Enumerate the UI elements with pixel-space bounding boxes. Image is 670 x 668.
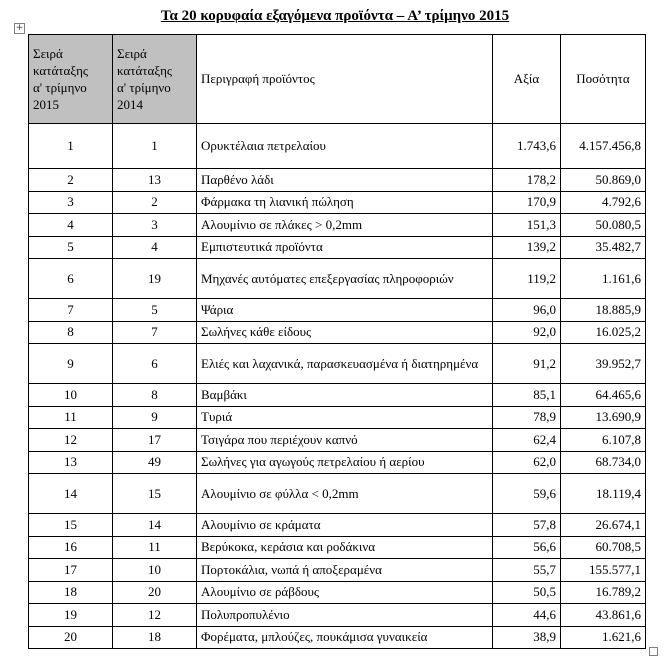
cell-rank-2015: 9 — [29, 344, 113, 384]
cell-quantity: 1.621,6 — [561, 626, 646, 649]
cell-quantity: 43.861,6 — [561, 604, 646, 627]
header-rank-2015: Σειρά κατάταξης α' τρίμηνο 2015 — [29, 35, 113, 124]
table-row — [29, 406, 646, 429]
table-row — [29, 169, 646, 192]
cell-rank-2014: 18 — [113, 626, 197, 649]
cell-description: Βαμβάκι — [197, 384, 493, 407]
table-row — [29, 474, 646, 514]
cell-rank-2015: 5 — [29, 236, 113, 259]
cell-description: Βερύκοκα, κεράσια και ροδάκινα — [197, 536, 493, 559]
table-row — [29, 626, 646, 649]
cell-rank-2015: 13 — [29, 451, 113, 474]
cell-description: Φορέματα, μπλούζες, πουκάμισα γυναικεία — [197, 626, 493, 649]
cell-rank-2014: 14 — [113, 514, 197, 537]
cell-description: Αλουμίνιο σε πλάκες > 0,2mm — [197, 214, 493, 237]
cell-value: 92,0 — [493, 321, 561, 344]
cell-quantity: 35.482,7 — [561, 236, 646, 259]
cell-value: 62,0 — [493, 451, 561, 474]
cell-value: 59,6 — [493, 474, 561, 514]
cell-rank-2014: 3 — [113, 214, 197, 237]
cell-rank-2015: 11 — [29, 406, 113, 429]
table-row — [29, 604, 646, 627]
cell-description: Μηχανές αυτόματες επεξεργασίας πληροφοριών — [197, 259, 493, 299]
cell-rank-2014: 1 — [113, 124, 197, 169]
table-row — [29, 214, 646, 237]
cell-rank-2014: 15 — [113, 474, 197, 514]
cell-rank-2014: 6 — [113, 344, 197, 384]
cell-rank-2015: 3 — [29, 191, 113, 214]
table-move-handle-icon[interactable]: + — [15, 23, 24, 33]
table-row — [29, 299, 646, 322]
cell-description: Παρθένο λάδι — [197, 169, 493, 192]
cell-quantity: 26.674,1 — [561, 514, 646, 537]
cell-description: Πολυπροπυλένιο — [197, 604, 493, 627]
cell-rank-2014: 10 — [113, 559, 197, 582]
table-row — [29, 259, 646, 299]
cell-rank-2015: 10 — [29, 384, 113, 407]
cell-quantity: 68.734,0 — [561, 451, 646, 474]
cell-quantity: 60.708,5 — [561, 536, 646, 559]
cell-rank-2015: 1 — [29, 124, 113, 169]
cell-rank-2014: 11 — [113, 536, 197, 559]
cell-value: 151,3 — [493, 214, 561, 237]
cell-value: 170,9 — [493, 191, 561, 214]
cell-rank-2015: 14 — [29, 474, 113, 514]
table-header-row — [29, 35, 646, 124]
table-row — [29, 536, 646, 559]
exports-table — [28, 34, 646, 649]
header-rank-2014: Σειρά κατάταξης α' τρίμηνο 2014 — [113, 35, 197, 124]
cell-rank-2015: 7 — [29, 299, 113, 322]
cell-value: 91,2 — [493, 344, 561, 384]
cell-quantity: 4.792,6 — [561, 191, 646, 214]
cell-value: 96,0 — [493, 299, 561, 322]
cell-rank-2014: 19 — [113, 259, 197, 299]
cell-quantity: 39.952,7 — [561, 344, 646, 384]
cell-quantity: 4.157.456,8 — [561, 124, 646, 169]
cell-value: 85,1 — [493, 384, 561, 407]
cell-rank-2015: 6 — [29, 259, 113, 299]
cell-value: 78,9 — [493, 406, 561, 429]
cell-rank-2014: 2 — [113, 191, 197, 214]
cell-description: Αλουμίνιο σε φύλλα < 0,2mm — [197, 474, 493, 514]
cell-rank-2014: 49 — [113, 451, 197, 474]
cell-value: 50,5 — [493, 581, 561, 604]
table-row — [29, 344, 646, 384]
cell-rank-2014: 5 — [113, 299, 197, 322]
cell-rank-2015: 8 — [29, 321, 113, 344]
table-row — [29, 236, 646, 259]
table-row — [29, 451, 646, 474]
cell-value: 44,6 — [493, 604, 561, 627]
cell-quantity: 6.107,8 — [561, 429, 646, 452]
cell-quantity: 64.465,6 — [561, 384, 646, 407]
cell-rank-2014: 12 — [113, 604, 197, 627]
cell-value: 38,9 — [493, 626, 561, 649]
cell-description: Τσιγάρα που περιέχουν καπνό — [197, 429, 493, 452]
cell-description: Εμπιστευτικά προϊόντα — [197, 236, 493, 259]
cell-description: Σωλήνες για αγωγούς πετρελαίου ή αερίου — [197, 451, 493, 474]
cell-quantity: 16.789,2 — [561, 581, 646, 604]
header-quantity: Ποσότητα — [561, 35, 646, 124]
cell-rank-2015: 18 — [29, 581, 113, 604]
cell-description: Ορυκτέλαια πετρελαίου — [197, 124, 493, 169]
table-resize-handle-icon[interactable] — [649, 647, 658, 656]
cell-value: 55,7 — [493, 559, 561, 582]
cell-value: 1.743,6 — [493, 124, 561, 169]
cell-quantity: 1.161,6 — [561, 259, 646, 299]
cell-rank-2015: 4 — [29, 214, 113, 237]
cell-quantity: 18.119,4 — [561, 474, 646, 514]
cell-rank-2014: 8 — [113, 384, 197, 407]
cell-quantity: 50.080,5 — [561, 214, 646, 237]
table-row — [29, 514, 646, 537]
cell-rank-2014: 7 — [113, 321, 197, 344]
cell-value: 57,8 — [493, 514, 561, 537]
cell-rank-2014: 4 — [113, 236, 197, 259]
table-row — [29, 191, 646, 214]
cell-description: Αλουμίνιο σε κράματα — [197, 514, 493, 537]
table-row — [29, 581, 646, 604]
cell-value: 119,2 — [493, 259, 561, 299]
cell-description: Αλουμίνιο σε ράβδους — [197, 581, 493, 604]
cell-quantity: 155.577,1 — [561, 559, 646, 582]
cell-description: Ψάρια — [197, 299, 493, 322]
table-row — [29, 124, 646, 169]
table-row — [29, 559, 646, 582]
cell-rank-2015: 16 — [29, 536, 113, 559]
cell-value: 56,6 — [493, 536, 561, 559]
table-row — [29, 384, 646, 407]
cell-description: Σωλήνες κάθε είδους — [197, 321, 493, 344]
document-title: Τα 20 κορυφαία εξαγόμενα προϊόντα – Α’ τρίμηνο 2015 — [160, 8, 510, 24]
cell-description: Τυριά — [197, 406, 493, 429]
cell-rank-2014: 17 — [113, 429, 197, 452]
cell-rank-2014: 9 — [113, 406, 197, 429]
cell-rank-2015: 17 — [29, 559, 113, 582]
cell-rank-2015: 12 — [29, 429, 113, 452]
cell-rank-2015: 19 — [29, 604, 113, 627]
cell-rank-2014: 13 — [113, 169, 197, 192]
table-row — [29, 429, 646, 452]
cell-quantity: 13.690,9 — [561, 406, 646, 429]
cell-value: 139,2 — [493, 236, 561, 259]
cell-rank-2015: 2 — [29, 169, 113, 192]
header-value: Αξία — [493, 35, 561, 124]
table-row — [29, 321, 646, 344]
cell-value: 178,2 — [493, 169, 561, 192]
cell-quantity: 16.025,2 — [561, 321, 646, 344]
cell-description: Ελιές και λαχανικά, παρασκευασμένα ή διατηρημένα — [197, 344, 493, 384]
header-description: Περιγραφή προϊόντος — [197, 35, 493, 124]
cell-quantity: 18.885,9 — [561, 299, 646, 322]
cell-value: 62,4 — [493, 429, 561, 452]
cell-description: Πορτοκάλια, νωπά ή αποξεραμένα — [197, 559, 493, 582]
cell-rank-2015: 15 — [29, 514, 113, 537]
cell-rank-2015: 20 — [29, 626, 113, 649]
cell-description: Φάρμακα τη λιανική πώληση — [197, 191, 493, 214]
cell-quantity: 50.869,0 — [561, 169, 646, 192]
cell-rank-2014: 20 — [113, 581, 197, 604]
